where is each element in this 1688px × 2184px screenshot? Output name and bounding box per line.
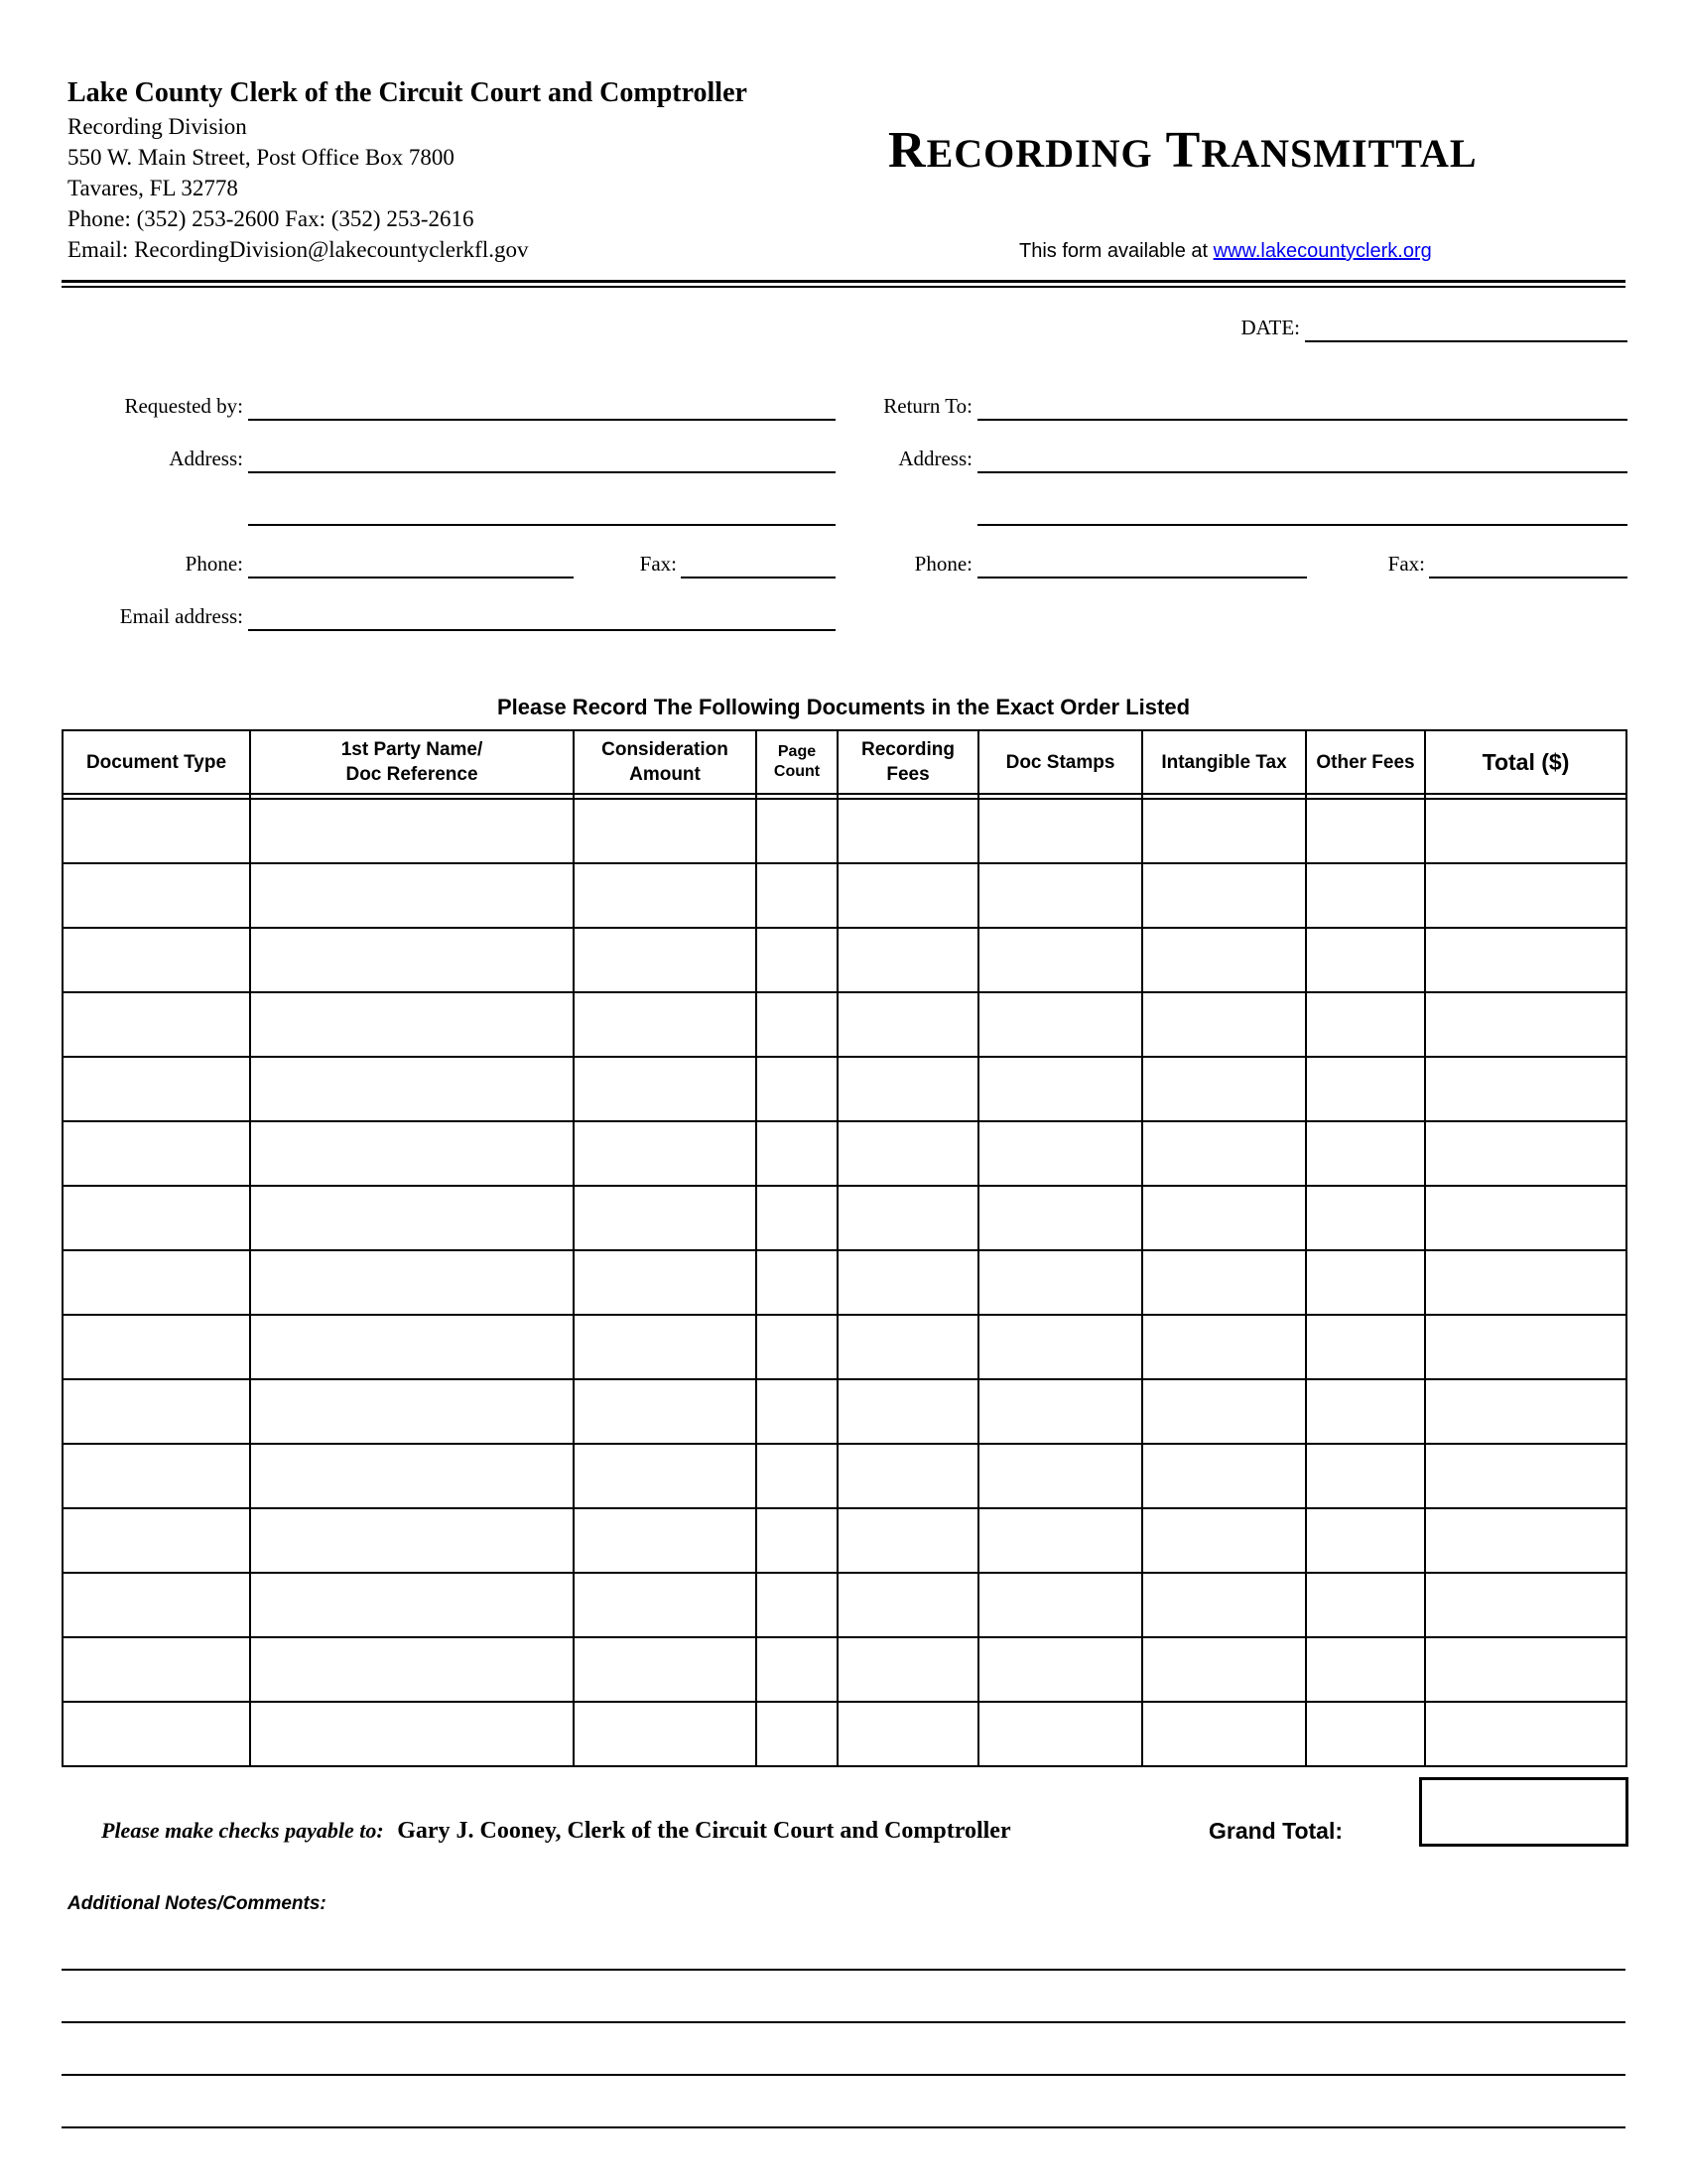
notes-line-1[interactable] <box>62 1969 1625 1971</box>
table-cell[interactable] <box>1306 1444 1425 1508</box>
table-cell[interactable] <box>756 863 838 928</box>
table-cell[interactable] <box>574 1057 756 1121</box>
table-row <box>63 1186 1626 1250</box>
table-cell[interactable] <box>1142 1121 1306 1186</box>
address-field-left-2[interactable] <box>248 524 836 526</box>
table-cell[interactable] <box>1142 928 1306 992</box>
table-cell[interactable] <box>1306 992 1425 1057</box>
table-cell[interactable] <box>1425 1057 1626 1121</box>
table-cell[interactable] <box>1142 1444 1306 1508</box>
col-doc-stamps: Doc Stamps <box>978 730 1142 794</box>
table-cell[interactable] <box>756 1444 838 1508</box>
table-cell[interactable] <box>250 1637 574 1702</box>
email-address-label: Email address: <box>119 604 243 628</box>
table-cell[interactable] <box>250 928 574 992</box>
table-cell[interactable] <box>838 1315 978 1379</box>
table-cell[interactable] <box>756 799 838 863</box>
documents-table <box>62 729 1627 1767</box>
table-cell[interactable] <box>574 799 756 863</box>
table-header-row <box>63 730 1626 794</box>
table-cell[interactable] <box>1306 1315 1425 1379</box>
table-cell[interactable] <box>1142 992 1306 1057</box>
table-cell[interactable] <box>978 1250 1142 1315</box>
table-cell[interactable] <box>1306 1379 1425 1444</box>
table-cell[interactable] <box>1425 799 1626 863</box>
address-field-left-1[interactable] <box>248 471 836 473</box>
table-cell[interactable] <box>250 1250 574 1315</box>
table-cell[interactable] <box>250 799 574 863</box>
table-cell[interactable] <box>838 1508 978 1573</box>
table-cell[interactable] <box>1306 799 1425 863</box>
address-field-right-2[interactable] <box>977 524 1627 526</box>
payable-line <box>101 1818 1011 1845</box>
fax-field-left[interactable] <box>681 577 836 578</box>
table-cell[interactable] <box>756 928 838 992</box>
table-cell[interactable] <box>250 1057 574 1121</box>
table-cell[interactable] <box>1142 1637 1306 1702</box>
table-cell[interactable] <box>250 1508 574 1573</box>
table-cell[interactable] <box>1306 1057 1425 1121</box>
form-availability-note: This form available at www.lakecountyclerk.org <box>1019 240 1432 262</box>
email-line: Email: RecordingDivision@lakecountyclerkfl.gov <box>67 237 529 262</box>
table-cell[interactable] <box>1425 928 1626 992</box>
phone-fax-line: Phone: (352) 253-2600 Fax: (352) 253-2616 <box>67 206 474 231</box>
table-cell[interactable] <box>838 1186 978 1250</box>
table-row <box>63 1508 1626 1573</box>
table-cell[interactable] <box>250 1186 574 1250</box>
form-title: RECORDING TRANSMITTAL <box>888 122 1478 179</box>
fax-label-right: Fax: <box>1387 552 1425 576</box>
notes-line-3[interactable] <box>62 2074 1625 2076</box>
table-cell[interactable] <box>756 992 838 1057</box>
fax-field-right[interactable] <box>1429 577 1627 578</box>
table-cell[interactable] <box>63 1315 250 1379</box>
table-row <box>63 1250 1626 1315</box>
col-consideration-amount: Consideration Amount <box>574 730 756 794</box>
table-cell[interactable] <box>978 799 1142 863</box>
table-cell[interactable] <box>63 1573 250 1637</box>
address-label-right: Address: <box>898 447 973 470</box>
table-row <box>63 1315 1626 1379</box>
table-cell[interactable] <box>1306 863 1425 928</box>
website-link[interactable]: www.lakecountyclerk.org <box>1213 240 1432 262</box>
table-cell[interactable] <box>63 863 250 928</box>
table-cell[interactable] <box>63 1121 250 1186</box>
table-cell[interactable] <box>1425 1637 1626 1702</box>
return-to-label: Return To: <box>883 394 973 418</box>
table-cell[interactable] <box>756 1186 838 1250</box>
table-cell[interactable] <box>838 1637 978 1702</box>
phone-field-right[interactable] <box>977 577 1307 578</box>
address-field-right-1[interactable] <box>977 471 1627 473</box>
table-cell[interactable] <box>838 1057 978 1121</box>
table-cell[interactable] <box>63 799 250 863</box>
notes-label: Additional Notes/Comments: <box>67 1893 326 1914</box>
city-state-zip: Tavares, FL 32778 <box>67 176 238 200</box>
col-document-type: Document Type <box>63 730 250 794</box>
table-cell[interactable] <box>250 992 574 1057</box>
table-cell[interactable] <box>756 1057 838 1121</box>
table-cell[interactable] <box>1425 1315 1626 1379</box>
table-cell[interactable] <box>1142 1057 1306 1121</box>
table-cell[interactable] <box>574 1379 756 1444</box>
phone-label-right: Phone: <box>914 552 973 576</box>
col-recording-fees: Recording Fees <box>838 730 978 794</box>
fax-label-left: Fax: <box>639 552 677 576</box>
table-cell[interactable] <box>756 1508 838 1573</box>
table-cell[interactable] <box>838 1573 978 1637</box>
table-cell[interactable] <box>250 863 574 928</box>
table-cell[interactable] <box>1425 1121 1626 1186</box>
table-cell[interactable] <box>838 1702 978 1766</box>
payable-name: Gary J. Cooney, Clerk of the Circuit Court and Comptroller <box>397 1818 1011 1844</box>
header-rule-bottom <box>62 286 1625 288</box>
table-cell[interactable] <box>756 1121 838 1186</box>
table-cell[interactable] <box>756 1573 838 1637</box>
table-cell[interactable] <box>250 1121 574 1186</box>
table-row <box>63 1637 1626 1702</box>
table-cell[interactable] <box>63 1250 250 1315</box>
col-page-count: Page Count <box>756 730 838 794</box>
requested-by-field[interactable] <box>248 419 836 421</box>
table-row <box>63 1702 1626 1766</box>
table-cell[interactable] <box>63 1057 250 1121</box>
table-cell[interactable] <box>838 1121 978 1186</box>
table-cell[interactable] <box>838 928 978 992</box>
table-row <box>63 1573 1626 1637</box>
grand-total-field[interactable] <box>1419 1777 1628 1847</box>
table-cell[interactable] <box>978 1379 1142 1444</box>
table-cell[interactable] <box>574 992 756 1057</box>
phone-field-left[interactable] <box>248 577 574 578</box>
col-total: Total ($) <box>1425 730 1626 794</box>
col-first-party-name: 1st Party Name/ Doc Reference <box>250 730 574 794</box>
table-cell[interactable] <box>250 1702 574 1766</box>
table-cell[interactable] <box>838 1444 978 1508</box>
table-cell[interactable] <box>574 928 756 992</box>
table-cell[interactable] <box>1142 799 1306 863</box>
table-cell[interactable] <box>838 992 978 1057</box>
table-cell[interactable] <box>574 1508 756 1573</box>
table-cell[interactable] <box>574 1315 756 1379</box>
table-cell[interactable] <box>250 1379 574 1444</box>
table-row <box>63 863 1626 928</box>
notes-line-4[interactable] <box>62 2126 1625 2128</box>
header-rule-top <box>62 280 1625 283</box>
payable-label: Please make checks payable to: <box>101 1818 384 1843</box>
table-cell[interactable] <box>1425 863 1626 928</box>
table-cell[interactable] <box>978 1315 1142 1379</box>
table-cell[interactable] <box>756 1250 838 1315</box>
table-cell[interactable] <box>1142 1315 1306 1379</box>
table-cell[interactable] <box>250 1573 574 1637</box>
table-cell[interactable] <box>63 1186 250 1250</box>
table-cell[interactable] <box>978 928 1142 992</box>
table-cell[interactable] <box>1425 1702 1626 1766</box>
table-cell[interactable] <box>250 1315 574 1379</box>
phone-label-left: Phone: <box>185 552 243 576</box>
table-cell[interactable] <box>1425 1186 1626 1250</box>
table-cell[interactable] <box>1306 1573 1425 1637</box>
email-address-field[interactable] <box>248 629 836 631</box>
table-cell[interactable] <box>756 1379 838 1444</box>
table-cell[interactable] <box>574 863 756 928</box>
address-label-left: Address: <box>169 447 243 470</box>
table-cell[interactable] <box>838 863 978 928</box>
street-address: 550 W. Main Street, Post Office Box 7800 <box>67 145 454 170</box>
table-cell[interactable] <box>574 1121 756 1186</box>
grand-total-label: Grand Total: <box>1209 1818 1344 1844</box>
table-cell[interactable] <box>978 1573 1142 1637</box>
table-cell[interactable] <box>63 1508 250 1573</box>
table-cell[interactable] <box>1142 1250 1306 1315</box>
notes-line-2[interactable] <box>62 2021 1625 2023</box>
table-cell[interactable] <box>1425 1444 1626 1508</box>
table-cell[interactable] <box>1306 1637 1425 1702</box>
table-cell[interactable] <box>1425 992 1626 1057</box>
table-cell[interactable] <box>1306 1121 1425 1186</box>
table-cell[interactable] <box>63 1444 250 1508</box>
table-cell[interactable] <box>63 1702 250 1766</box>
table-cell[interactable] <box>574 1573 756 1637</box>
table-row <box>63 799 1626 863</box>
return-to-field[interactable] <box>977 419 1627 421</box>
table-cell[interactable] <box>838 1379 978 1444</box>
date-field[interactable] <box>1305 340 1627 342</box>
table-cell[interactable] <box>978 1186 1142 1250</box>
table-cell[interactable] <box>1425 1508 1626 1573</box>
date-label: DATE: <box>1240 316 1300 339</box>
table-cell[interactable] <box>1142 1508 1306 1573</box>
table-cell[interactable] <box>1306 1186 1425 1250</box>
table-row <box>63 1379 1626 1444</box>
table-cell[interactable] <box>1306 1508 1425 1573</box>
table-cell[interactable] <box>978 1121 1142 1186</box>
table-cell[interactable] <box>838 799 978 863</box>
table-cell[interactable] <box>978 1057 1142 1121</box>
table-cell[interactable] <box>978 992 1142 1057</box>
table-cell[interactable] <box>63 1379 250 1444</box>
table-row <box>63 1057 1626 1121</box>
table-cell[interactable] <box>1306 1702 1425 1766</box>
table-cell[interactable] <box>1425 1573 1626 1637</box>
table-cell[interactable] <box>1142 1702 1306 1766</box>
table-cell[interactable] <box>574 1186 756 1250</box>
table-cell[interactable] <box>978 1508 1142 1573</box>
table-cell[interactable] <box>1142 1186 1306 1250</box>
table-cell[interactable] <box>978 1637 1142 1702</box>
table-cell[interactable] <box>838 1250 978 1315</box>
table-cell[interactable] <box>574 1250 756 1315</box>
table-row <box>63 928 1626 992</box>
table-cell[interactable] <box>978 863 1142 928</box>
division-name: Recording Division <box>67 114 247 139</box>
table-cell[interactable] <box>63 1637 250 1702</box>
table-cell[interactable] <box>574 1702 756 1766</box>
table-cell[interactable] <box>1425 1379 1626 1444</box>
table-cell[interactable] <box>756 1702 838 1766</box>
table-cell[interactable] <box>63 992 250 1057</box>
table-cell[interactable] <box>1142 1573 1306 1637</box>
table-heading: Please Record The Following Documents in the Exact Order Listed <box>496 695 1191 719</box>
table-cell[interactable] <box>250 1444 574 1508</box>
table-cell[interactable] <box>756 1637 838 1702</box>
table-cell[interactable] <box>574 1637 756 1702</box>
table-cell[interactable] <box>63 928 250 992</box>
table-cell[interactable] <box>1425 1250 1626 1315</box>
table-cell[interactable] <box>756 1315 838 1379</box>
col-other-fees: Other Fees <box>1306 730 1425 794</box>
requested-by-label: Requested by: <box>124 394 243 418</box>
org-name: Lake County Clerk of the Circuit Court and Comptroller <box>67 77 747 108</box>
table-cell[interactable] <box>1306 928 1425 992</box>
table-cell[interactable] <box>978 1702 1142 1766</box>
table-cell[interactable] <box>1306 1250 1425 1315</box>
table-row <box>63 992 1626 1057</box>
table-cell[interactable] <box>1142 1379 1306 1444</box>
table-cell[interactable] <box>1142 863 1306 928</box>
col-intangible-tax: Intangible Tax <box>1142 730 1306 794</box>
table-row <box>63 1444 1626 1508</box>
table-row <box>63 1121 1626 1186</box>
table-cell[interactable] <box>574 1444 756 1508</box>
table-cell[interactable] <box>978 1444 1142 1508</box>
